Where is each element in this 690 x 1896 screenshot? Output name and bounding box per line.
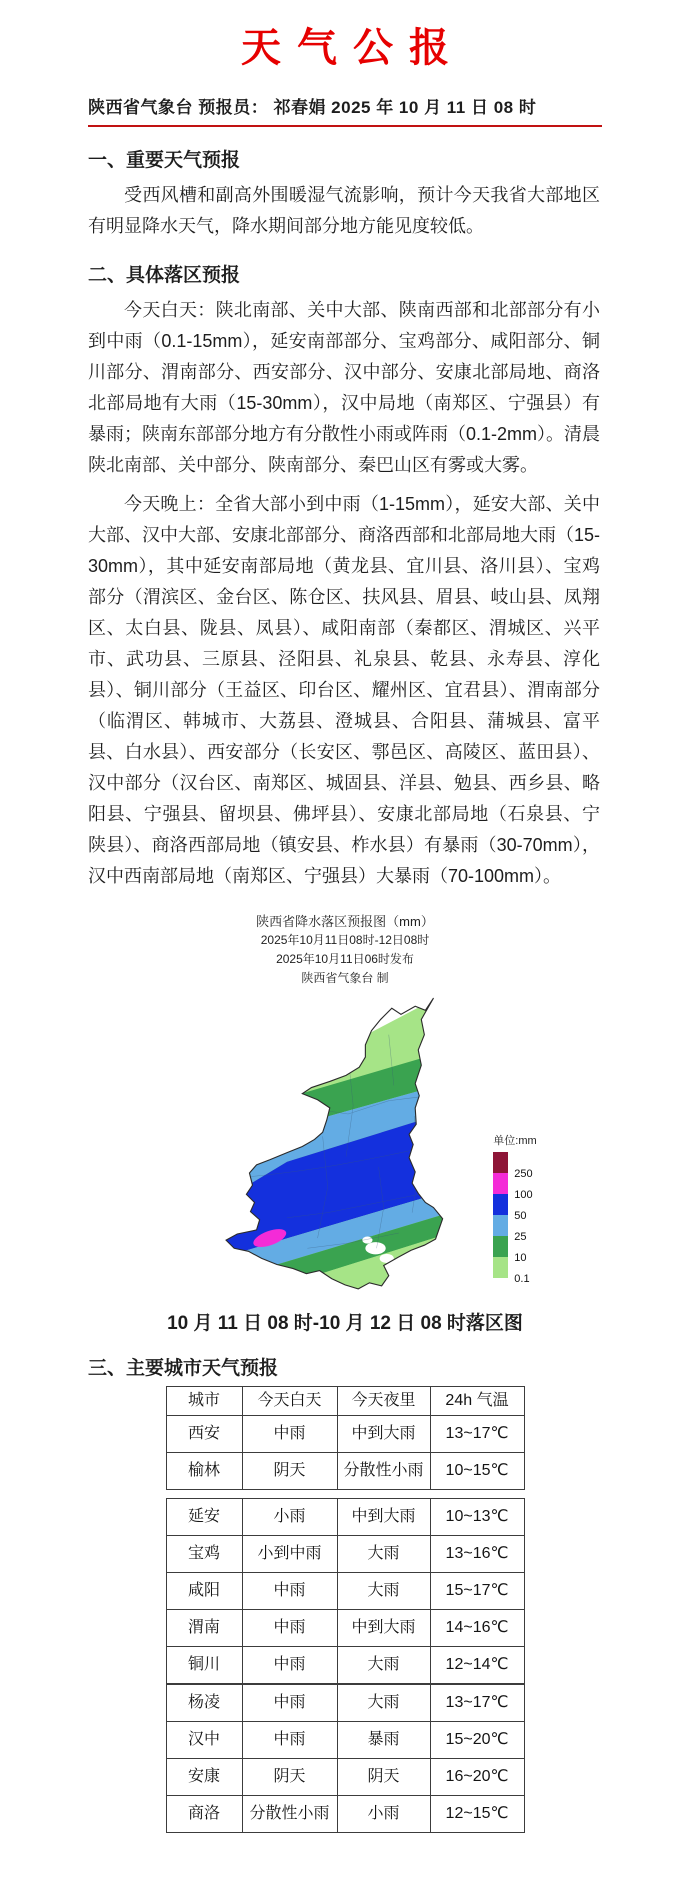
precipitation-bands bbox=[223, 994, 463, 1294]
city-weather-table-block-1 bbox=[166, 1386, 525, 1490]
legend-entry bbox=[493, 1215, 536, 1243]
table-cell: 13~17℃ bbox=[430, 1684, 524, 1722]
legend-swatch bbox=[493, 1173, 508, 1194]
table-cell: 阴天 bbox=[242, 1759, 337, 1796]
table-cell: 中到大雨 bbox=[337, 1610, 430, 1647]
table-row bbox=[166, 1722, 524, 1759]
table-row bbox=[166, 1796, 524, 1833]
legend-swatch bbox=[493, 1152, 508, 1173]
table-cell: 12~14℃ bbox=[430, 1647, 524, 1684]
legend-label: 25 bbox=[514, 1231, 527, 1243]
table-cell: 中到大雨 bbox=[337, 1416, 430, 1453]
table-cell: 咸阳 bbox=[166, 1573, 242, 1610]
legend-label: 0.1 bbox=[514, 1273, 530, 1285]
table-cell: 15~17℃ bbox=[430, 1573, 524, 1610]
section-1-paragraph: 受西风槽和副高外围暖湿气流影响，预计今天我省大部地区有明显降水天气，降水期间部分地方能见度较低。 bbox=[88, 185, 600, 236]
table-cell: 榆林 bbox=[166, 1453, 242, 1490]
table-header-cell: 城市 bbox=[166, 1387, 242, 1416]
night-forecast-paragraph: 今天晚上：全省大部小到中雨（1-15mm），延安大部、关中大部、汉中大部、安康北部部分、商洛西部和北部局地大雨（15-30mm），其中延安南部局地（黄龙县、宜川县、洛川县）、宝鸡部分（渭滨区、金台区、陈仓区、扶风县、眉县、岐山县、凤翔区、太白县、陇县、凤县）、咸阳南部（秦都区、渭城区、兴平市、武功县、三原县、泾阳县、礼泉县、乾县、永寿县、淳化县）、铜川部分（王益区、印台区、耀州区、宜君县）、渭南部分（临渭区、韩城市、大荔县、澄城县、合阳县、蒲城县、富平县、白水县）、西安部分（长安区、鄠邑区、高陵区、蓝田县）、汉中部分（汉台区、南郑区、城固县、洋县、勉县、西乡县、略阳县、宁强县、留坝县、佛坪县）、安康北部局地（石泉县、宁陕县）、商洛西部局地（镇安县、柞水县）有暴雨（30-70mm），汉中西南部局地（南郑区、宁强县）大暴雨（70-100mm）。 bbox=[88, 494, 601, 886]
legend-label: 50 bbox=[514, 1210, 527, 1222]
table-cell: 10~15℃ bbox=[430, 1453, 524, 1490]
table-cell: 中雨 bbox=[242, 1610, 337, 1647]
legend-label: 100 bbox=[514, 1189, 533, 1201]
city-weather-table-block-2 bbox=[166, 1498, 525, 1684]
table-cell: 大雨 bbox=[337, 1684, 430, 1722]
city-weather-tables bbox=[0, 1386, 690, 1837]
table-cell: 13~17℃ bbox=[430, 1416, 524, 1453]
map-producer: 陕西省气象台 制 bbox=[301, 971, 389, 985]
table-cell: 分散性小雨 bbox=[242, 1796, 337, 1833]
table-cell: 16~20℃ bbox=[430, 1759, 524, 1796]
table-header-cell: 24h 气温 bbox=[430, 1387, 524, 1416]
map-issue-time: 2025年10月11日06时发布 bbox=[276, 952, 414, 966]
legend-entry bbox=[493, 1194, 536, 1222]
legend-scale bbox=[493, 1152, 536, 1285]
map-legend bbox=[493, 1132, 537, 1285]
table-cell: 渭南 bbox=[166, 1610, 242, 1647]
table-cell: 大雨 bbox=[337, 1647, 430, 1684]
meta-line: 陕西省气象台 预报员： 祁春娟 2025 年 10 月 11 日 08 时 bbox=[88, 93, 602, 127]
table-cell: 中雨 bbox=[242, 1722, 337, 1759]
table-cell: 西安 bbox=[166, 1416, 242, 1453]
legend-title: 单位:mm bbox=[493, 1135, 537, 1147]
legend-swatch bbox=[493, 1257, 508, 1278]
table-row bbox=[166, 1499, 524, 1536]
dry-patch-southeast bbox=[366, 1242, 386, 1254]
dry-patch-southeast bbox=[380, 1254, 394, 1263]
table-cell: 14~16℃ bbox=[430, 1610, 524, 1647]
table-cell: 延安 bbox=[166, 1499, 242, 1536]
table-cell: 小雨 bbox=[337, 1796, 430, 1833]
table-row bbox=[166, 1453, 524, 1490]
precipitation-map-figure bbox=[70, 994, 690, 1294]
table-row bbox=[166, 1759, 524, 1796]
table-cell: 中雨 bbox=[242, 1416, 337, 1453]
table-cell: 阴天 bbox=[337, 1759, 430, 1796]
table-cell: 中到大雨 bbox=[337, 1499, 430, 1536]
table-header-cell: 今天白天 bbox=[242, 1387, 337, 1416]
section-3-heading: 三、主要城市天气预报 bbox=[88, 1358, 279, 1379]
city-weather-table-block-3 bbox=[166, 1683, 525, 1833]
map-caption: 10 月 11 日 08 时-10 月 12 日 08 时落区图 bbox=[167, 1313, 523, 1334]
map-title: 陕西省降水落区预报图（mm） bbox=[256, 914, 434, 929]
table-cell: 阴天 bbox=[242, 1453, 337, 1490]
legend-label: 10 bbox=[514, 1252, 527, 1264]
table-row bbox=[166, 1610, 524, 1647]
table-cell: 安康 bbox=[166, 1759, 242, 1796]
legend-swatch bbox=[493, 1236, 508, 1257]
legend-entry bbox=[493, 1257, 536, 1285]
map-valid-period: 2025年10月11日08时-12日08时 bbox=[260, 933, 430, 947]
legend-swatch bbox=[493, 1194, 508, 1215]
table-cell: 商洛 bbox=[166, 1796, 242, 1833]
table-cell: 10~13℃ bbox=[430, 1499, 524, 1536]
table-header-cell: 今天夜里 bbox=[337, 1387, 430, 1416]
table-cell: 汉中 bbox=[166, 1722, 242, 1759]
table-row bbox=[166, 1416, 524, 1453]
table-cell: 中雨 bbox=[242, 1573, 337, 1610]
table-cell: 暴雨 bbox=[337, 1722, 430, 1759]
section-1-heading: 一、重要天气预报 bbox=[88, 150, 241, 171]
table-cell: 13~16℃ bbox=[430, 1536, 524, 1573]
shaanxi-precipitation-map bbox=[223, 994, 463, 1294]
legend-entry bbox=[493, 1152, 536, 1180]
table-cell: 杨凌 bbox=[166, 1684, 242, 1722]
table-cell: 大雨 bbox=[337, 1536, 430, 1573]
table-cell: 宝鸡 bbox=[166, 1536, 242, 1573]
page-title: 天气公报 bbox=[241, 26, 465, 70]
legend-swatch bbox=[493, 1215, 508, 1236]
table-cell: 铜川 bbox=[166, 1647, 242, 1684]
table-cell: 12~15℃ bbox=[430, 1796, 524, 1833]
table-cell: 中雨 bbox=[242, 1684, 337, 1722]
legend-entry bbox=[493, 1236, 536, 1264]
section-2-heading: 二、具体落区预报 bbox=[88, 265, 241, 286]
table-cell: 中雨 bbox=[242, 1647, 337, 1684]
map-title-block bbox=[0, 912, 690, 988]
table-header-row bbox=[166, 1387, 524, 1416]
table-cell: 小雨 bbox=[242, 1499, 337, 1536]
table-row bbox=[166, 1573, 524, 1610]
table-row bbox=[166, 1647, 524, 1684]
daytime-forecast-paragraph: 今天白天：陕北南部、关中大部、陕南西部和北部部分有小到中雨（0.1-15mm），延安南部部分、宝鸡部分、咸阳部分、铜川部分、渭南部分、西安部分、汉中部分、安康北部局地、商洛北部局地有大雨（15-30mm），汉中局地（南郑区、宁强县）有暴雨；陕南东部部分地方有分散性小雨或阵雨（0.1-2mm）。清晨陕北南部、关中部分、陕南部分、秦巴山区有雾或大雾。 bbox=[88, 300, 601, 475]
table-row bbox=[166, 1684, 524, 1722]
table-cell: 分散性小雨 bbox=[337, 1453, 430, 1490]
table-row bbox=[166, 1536, 524, 1573]
legend-entry bbox=[493, 1173, 536, 1201]
table-cell: 大雨 bbox=[337, 1573, 430, 1610]
table-cell: 15~20℃ bbox=[430, 1722, 524, 1759]
table-cell: 小到中雨 bbox=[242, 1536, 337, 1573]
legend-label: 250 bbox=[514, 1168, 533, 1180]
